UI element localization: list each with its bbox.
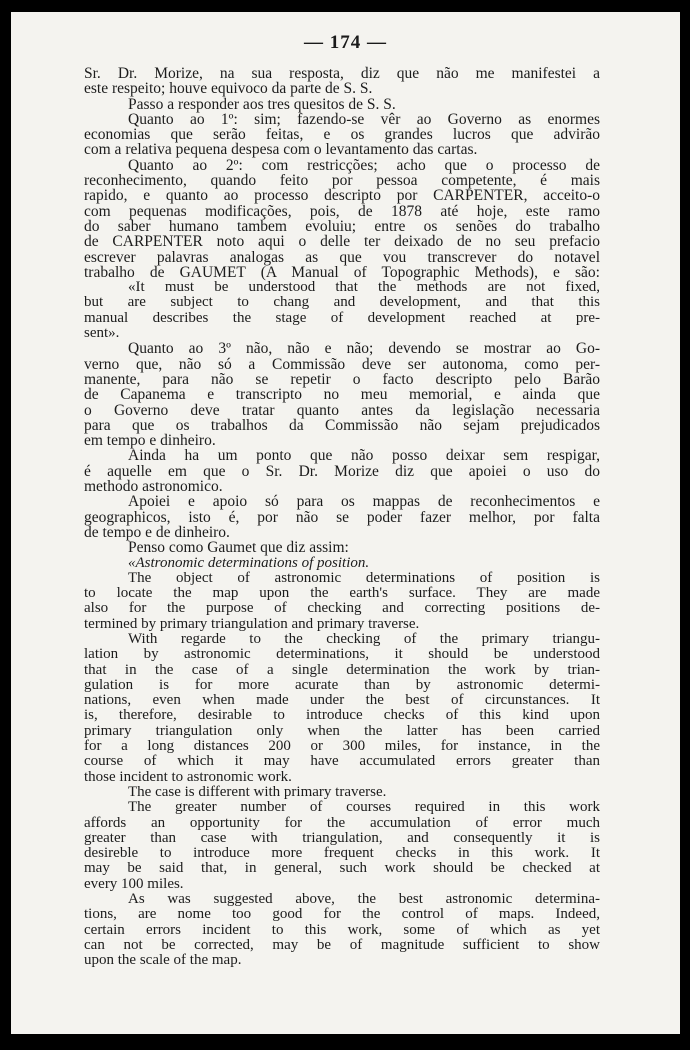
- text-line: Quanto ao 3º não, não e não; devendo se mostrar ao Go-: [128, 340, 600, 358]
- text-line: tions, are nome too good for the control of maps. Indeed,: [84, 906, 600, 923]
- text-line: every 100 miles.: [84, 875, 184, 892]
- page-number: — 174 —: [304, 32, 387, 53]
- text-line: de CARPENTER noto aqui o delle ter deixado de no seu prefacio: [84, 233, 600, 251]
- text-line: Quanto ao 1º: sim; fazendo-se vêr ao Governo as enormes: [128, 110, 600, 128]
- text-line: Penso como Gaumet que diz assim:: [128, 539, 349, 557]
- text-line: para que os trabalhos da Commissão não sejam prejudicados: [84, 416, 600, 434]
- text-line: rapido, e quanto ao processo descripto por CARPENTER, acceito-o: [84, 187, 600, 205]
- text-line: escrever palavras analogas as que vou transcrever do notavel: [84, 248, 600, 266]
- text-line: The object of astronomic determinations of position is: [128, 569, 600, 586]
- body-text: [84, 66, 600, 969]
- text-line: With regarde to the checking of the primary triangu-: [128, 630, 600, 647]
- text-line: to locate the map upon the earth's surface. They are made: [84, 585, 600, 602]
- text-line: Ainda ha um ponto que não posso deixar sem respigar,: [128, 447, 600, 465]
- text-line: but are subject to chang and development, and that this: [84, 294, 600, 311]
- text-line: reconhecimento, quando feito por pessoa competente, é mais: [84, 172, 600, 190]
- text-line: The greater number of courses required in this work: [128, 799, 600, 816]
- text-line: for a long distances 200 or 300 miles, for instance, in the: [84, 738, 600, 755]
- text-line: that in the case of a single determination the work by trian-: [84, 661, 600, 678]
- text-line: verno que, não só a Commissão deve ser autonoma, como per-: [84, 355, 600, 373]
- text-line: com pequenas modificações, pois, de 1878 até hoje, este ramo: [84, 202, 600, 220]
- document-page: [11, 12, 680, 1034]
- text-line: also for the purpose of checking and correcting positions de-: [84, 600, 600, 617]
- text-line: com a relativa pequena despesa com o levantamento das cartas.: [84, 141, 478, 159]
- text-line: affords an opportunity for the accumulation of error much: [84, 814, 600, 831]
- text-line: The case is different with primary traverse.: [128, 783, 387, 800]
- text-line: may be said that, in general, such work should be checked at: [84, 860, 600, 877]
- text-line: Quanto ao 2º: com restricções; acho que o processo de: [128, 156, 600, 174]
- text-line: primary triangulation only when the latter has been carried: [84, 722, 600, 739]
- text-line: course of which it may have accumulated errors greater than: [84, 753, 600, 770]
- text-line: este respeito; houve equivoco da parte de S. S.: [84, 80, 373, 98]
- text-line: é aquelle em que o Sr. Dr. Morize diz que apoiei o uso do: [84, 462, 600, 480]
- text-line: economias que serão feitas, e os grandes lucros que advirão: [84, 126, 600, 144]
- text-line: those incident to astronomic work.: [84, 768, 292, 785]
- text-line: o Governo deve tratar quanto antes da legislação necessaria: [84, 401, 600, 419]
- text-line: manente, para não se repetir o facto descripto pelo Barão: [84, 370, 600, 388]
- text-line: certain errors incident to this work, some of which as yet: [84, 921, 600, 938]
- text-line: do saber humano tambem evoluiu; entre os senões do trabalho: [84, 217, 600, 235]
- text-line: trabalho de GAUMET (A Manual of Topographic Methods), e são:: [84, 263, 600, 281]
- text-line: de Capanema e transcripto no meu memorial, e ainda que: [84, 386, 600, 404]
- text-line: «Astronomic determinations of position.: [128, 554, 370, 571]
- text-line: de tempo e de dinheiro.: [84, 523, 230, 541]
- text-line: Apoiei e apoio só para os mappas de reconhecimentos e: [128, 493, 600, 511]
- text-line: can not be corrected, may be of magnitude sufficient to show: [84, 936, 600, 953]
- text-line: upon the scale of the map.: [84, 952, 242, 969]
- text-line: em tempo e dinheiro.: [84, 432, 216, 450]
- text-line: gulation is for more acurate than by astronomic determi-: [84, 676, 600, 693]
- text-line: Sr. Dr. Morize, na sua resposta, diz que não me manifestei a: [84, 65, 600, 82]
- text-line: termined by primary triangulation and primary traverse.: [84, 615, 420, 632]
- text-line: sent».: [84, 325, 120, 342]
- text-line: lation by astronomic determinations, it should be understood: [84, 646, 600, 663]
- text-line: nations, even when made under the best of circunstances. It: [84, 692, 600, 709]
- text-line: is, therefore, desirable to introduce checks of this kind upon: [84, 707, 600, 724]
- text-line: greater than case with triangulation, and consequently it is: [84, 829, 600, 846]
- text-line: methodo astronomico.: [84, 478, 223, 496]
- text-line: manual describes the stage of development reached at pre-: [84, 309, 600, 326]
- text-line: Passo a responder aos tres quesitos de S. S.: [128, 95, 396, 113]
- text-line: «It must be understood that the methods are not fixed,: [128, 279, 600, 296]
- text-line: As was suggested above, the best astronomic determina-: [128, 891, 600, 908]
- text-line: desireble to introduce more frequent checks in this work. It: [84, 845, 600, 862]
- text-line: geographicos, isto é, por não se poder fazer melhor, por falta: [84, 508, 600, 526]
